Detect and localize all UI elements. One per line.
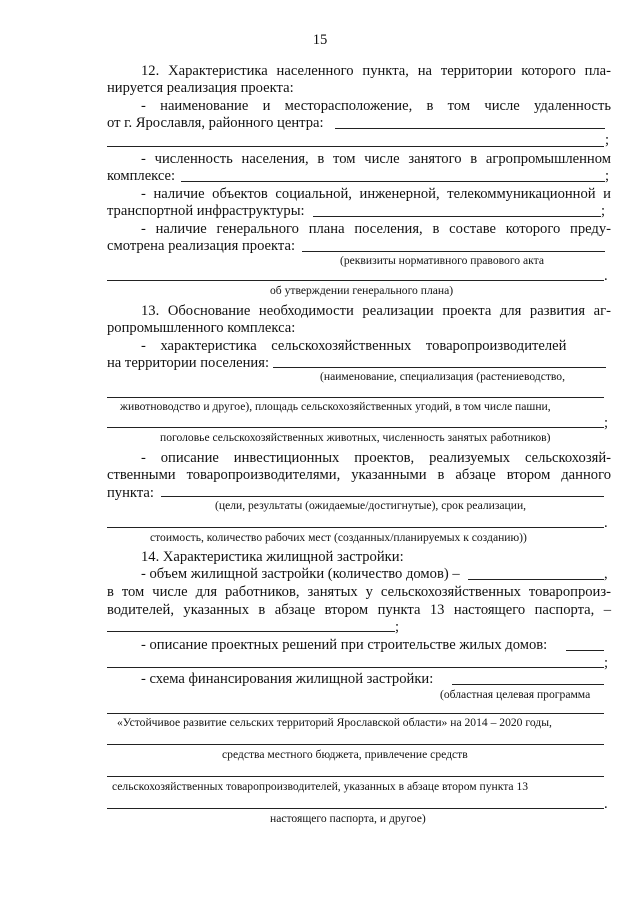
s13-producers-field-1[interactable] [273, 367, 606, 368]
s12-name-field-2[interactable] [107, 146, 604, 147]
s14-financing-line-1: - схема финансирования жилищной застройки: [141, 671, 434, 687]
semicolon-4: ; [604, 415, 609, 431]
s12-plan-field-1[interactable] [302, 251, 605, 252]
s12-title-line-1: 12. Характеристика населенного пункта, на территории которого пла- [141, 63, 611, 79]
semicolon-6: ; [604, 655, 609, 671]
s12-title-line-2: нируется реализация проекта: [107, 80, 294, 96]
s14-volume-line-3: водителей, указанных в абзаце втором пункта 13 настоящего паспорта, – [107, 602, 611, 618]
s13-investment-line-2: ственными товаропроизводителями, указанными в абзаце втором данного [107, 467, 611, 483]
s14-volume-field-2[interactable] [107, 631, 395, 632]
s12-plan-field-2[interactable] [107, 280, 604, 281]
semicolon-3: ; [601, 203, 606, 219]
s13-title-line-1: 13. Обоснование необходимости реализации проекта для развития аг- [141, 303, 611, 319]
page-number: 15 [312, 32, 328, 48]
s13-note-naming: (наименование, специализация (растениеводство, [320, 370, 566, 383]
s13-producers-line-1: - характеристика сельскохозяйственных товаропроизводителей [141, 338, 567, 354]
s12-name-field-1[interactable] [335, 128, 605, 129]
s14-volume-line-1: - объем жилищной застройки (количество домов) – [141, 566, 460, 582]
s14-title: 14. Характеристика жилищной застройки: [141, 549, 404, 565]
s14-note-rural: «Устойчивое развитие сельских территорий Ярославской области» на 2014 – 2020 годы, [117, 716, 552, 729]
s12-name-line-1: - наименование и месторасположение, в том числе удаленность [141, 98, 611, 114]
s14-design-field-1[interactable] [566, 650, 604, 651]
s13-investment-line-1: - описание инвестиционных проектов, реализуемых сельскохозяй- [141, 450, 611, 466]
s12-population-field[interactable] [181, 181, 605, 182]
s14-volume-field-1[interactable] [468, 579, 604, 580]
s14-financing-field-2[interactable] [107, 713, 604, 714]
s12-plan-line-1: - наличие генерального плана поселения, в составе которого преду- [141, 221, 611, 237]
s13-investment-field-1[interactable] [161, 496, 604, 497]
s14-design-field-2[interactable] [107, 667, 604, 668]
s14-financing-field-3[interactable] [107, 744, 604, 745]
s14-volume-line-2: в том числе для работников, занятых у сельскохозяйственных товаропроиз- [107, 584, 611, 600]
s13-investment-field-2[interactable] [107, 527, 604, 528]
s12-infrastructure-line-1: - наличие объектов социальной, инженерной, телекоммуникационной и [141, 186, 611, 202]
s14-comma: , [604, 566, 608, 582]
s13-note-cost: стоимость, количество рабочих мест (созданных/планируемых к созданию)) [150, 531, 527, 544]
s12-name-line-2: от г. Ярославля, районного центра: [107, 115, 324, 131]
s13-title-line-2: ропромышленного комплекса: [107, 320, 296, 336]
period-3: . [604, 796, 608, 812]
s12-note-approval: об утверждении генерального плана) [270, 284, 454, 297]
s12-infrastructure-line-2: транспортной инфраструктуры: [107, 203, 305, 219]
s12-population-line-1: - численность населения, в том числе занятого в агропромышленном [141, 151, 611, 167]
s13-note-goals: (цели, результаты (ожидаемые/достигнутые), срок реализации, [215, 499, 527, 512]
s14-note-program: (областная целевая программа [440, 688, 591, 701]
s13-investment-line-3: пункта: [107, 485, 154, 501]
semicolon-1: ; [605, 132, 610, 148]
s14-financing-field-1[interactable] [452, 684, 604, 685]
s14-note-budget: средства местного бюджета, привлечение средств [222, 748, 468, 761]
s13-producers-field-2[interactable] [107, 397, 604, 398]
s13-note-livestock: животноводство и другое), площадь сельскохозяйственных угодий, в том числе пашни, [120, 400, 551, 413]
s14-design-line-1: - описание проектных решений при строительстве жилых домов: [141, 637, 548, 653]
s13-producers-field-3[interactable] [107, 427, 604, 428]
semicolon-5: ; [395, 619, 400, 635]
s12-population-line-2: комплексе: [107, 168, 176, 184]
s12-note-requisites: (реквизиты нормативного правового акта [340, 254, 544, 267]
s14-note-producers: сельскохозяйственных товаропроизводителей, указанных в абзаце втором пункта 13 [112, 780, 529, 793]
period-2: . [604, 515, 608, 531]
s14-note-passport: настоящего паспорта, и другое) [270, 812, 426, 825]
s12-plan-line-2: смотрена реализация проекта: [107, 238, 296, 254]
period-1: . [604, 268, 608, 284]
s14-financing-field-5[interactable] [107, 808, 604, 809]
s12-infrastructure-field[interactable] [313, 216, 601, 217]
s14-financing-field-4[interactable] [107, 776, 604, 777]
s13-note-heads: поголовье сельскохозяйственных животных, численность занятых работников) [160, 431, 551, 444]
semicolon-2: ; [605, 168, 610, 184]
s13-producers-line-2: на территории поселения: [107, 355, 269, 371]
